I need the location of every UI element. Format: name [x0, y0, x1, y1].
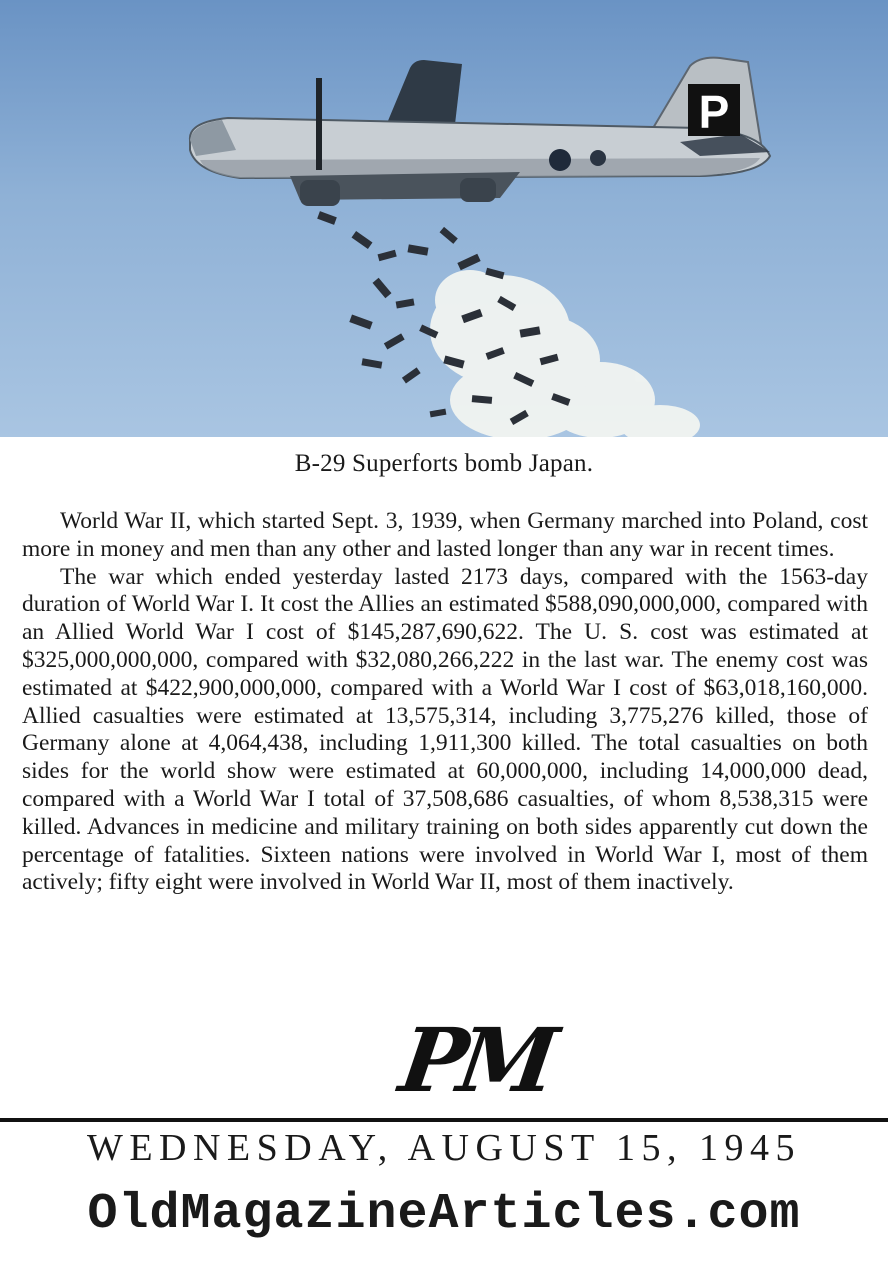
b29-aircraft — [190, 58, 770, 206]
tail-letter-marking: P — [698, 86, 730, 138]
b29-bomber-illustration — [0, 0, 888, 437]
divider-rule — [0, 1118, 888, 1122]
website-credit: OldMagazineArticles.com — [87, 1186, 801, 1243]
article-paragraph: The war which ended yesterday lasted 2173 days, compared with the 1563-day duration of World War I. It cost the Allies an estimated $588,090,000,000, compared with an Allied World War I cost of $145,287,690,622. The U. S. cost was estimated at $325,000,000,000, compared with $32,080,266,222 in the last war. The enemy cost was estimated at $422,900,000,000, compared with a World War I cost of $63,018,160,000. Allied casualties were estimated at 13,575,314, including 3,775,276 killed, those of Germany alone at 4,064,438, including 1,911,300 killed. The total casualties on both sides for the world show were estimated at 60,000,000, including 14,000,000 dead, compared with a World War I total of 37,508,686 casualties, of whom 8,538,315 were killed. Advances in medicine and military training on both sides apparently cut down the percentage of fatalities. Sixteen nations were involved in World War I, most of them actively; fifty eight were involved in World War II, most of them inactively. — [22, 563, 868, 896]
publication-date: WEDNESDAY, AUGUST 15, 1945 — [86, 1127, 802, 1169]
b29-photo — [0, 0, 888, 437]
pm-logo: PM — [393, 1008, 557, 1112]
article-body — [22, 508, 868, 897]
smoke-cloud — [430, 270, 700, 437]
article-paragraph: World War II, which started Sept. 3, 1939, when Germany marched into Poland, cost more in money and men than any other and lasted longer than any war in recent times. — [22, 508, 868, 562]
photo-caption: B-29 Superforts bomb Japan. — [294, 450, 594, 477]
